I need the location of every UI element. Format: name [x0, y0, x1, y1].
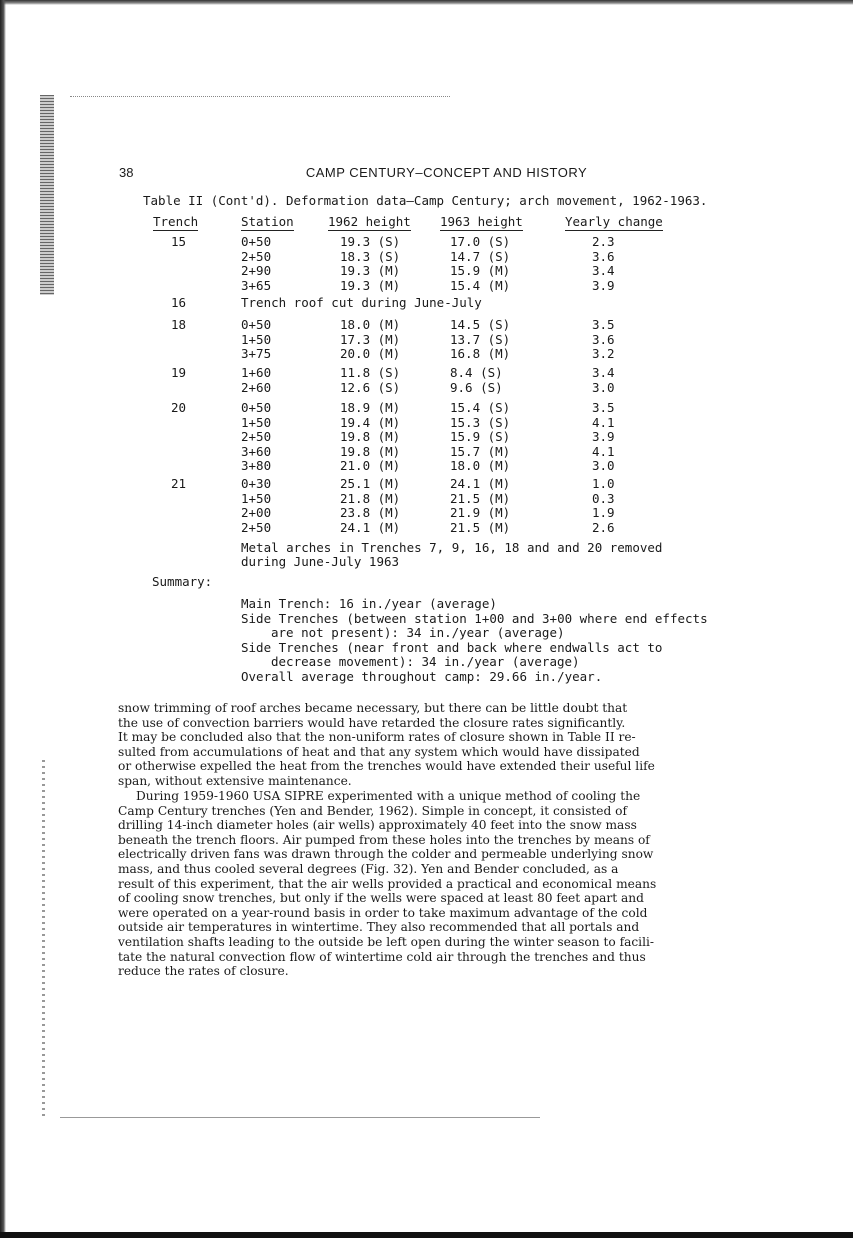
- summary-line: Main Trench: 16 in./year (average): [241, 596, 497, 611]
- station-cell: 0+50: [241, 317, 272, 332]
- station-cell: 0+50: [241, 400, 272, 415]
- station-cell: 0+50: [241, 234, 272, 249]
- text-line: of cooling snow trenches, but only if the wells were spaced at least 80 feet apart and: [118, 891, 644, 906]
- station-cell: 1+50: [241, 414, 272, 430]
- trench-number: 18: [171, 317, 187, 332]
- text-line: reduce the rates of closure.: [118, 964, 289, 979]
- height-1962-cell: 19.3 (S): [340, 234, 401, 249]
- station-cell: 1+50: [241, 490, 272, 506]
- text-line: electrically driven fans was drawn through the colder and permeable underlying snow: [118, 847, 654, 862]
- text-line: the use of convection barriers would have retarded the closure rates significantly.: [118, 715, 626, 730]
- station-cell: 1+60: [241, 365, 272, 380]
- station-cell: 2+50: [241, 248, 272, 264]
- height-1963-cell: 13.7 (S): [450, 331, 511, 347]
- yearly-change-cell: 3.9: [592, 277, 615, 293]
- text-line: ventilation shafts leading to the outside be left open during the winter season to facili-: [118, 934, 654, 949]
- height-1963-cell: 15.4 (M): [450, 277, 511, 293]
- yearly-change-cell: 4.1: [592, 443, 615, 459]
- height-1962-cell: 25.1 (M): [340, 476, 401, 491]
- column-header-1963-height: 1963 height: [440, 214, 523, 229]
- text-line: It may be concluded also that the non-uniform rates of closure shown in Table II re-: [118, 730, 636, 745]
- height-1962-cell: 19.8 (M): [340, 443, 401, 459]
- yearly-change-cell: 3.0: [592, 379, 615, 395]
- height-1962-cell: 21.8 (M): [340, 490, 401, 506]
- height-1963-cell: 15.9 (M): [450, 263, 511, 278]
- station-cell: 3+80: [241, 458, 272, 473]
- height-1963-cell: 16.8 (M): [450, 346, 511, 361]
- height-1963-cell: 14.5 (S): [450, 317, 511, 332]
- summary-line: decrease movement): 34 in./year (average): [271, 654, 580, 670]
- column-header-1962-height: 1962 height: [328, 214, 411, 229]
- summary-line: Side Trenches (between station 1+00 and 3+00 where end effects: [241, 610, 708, 626]
- yearly-change-cell: 1.9: [592, 505, 615, 520]
- station-cell: 2+90: [241, 263, 272, 278]
- trench-number: 16: [171, 295, 187, 310]
- yearly-change-cell: 3.9: [592, 429, 615, 444]
- yearly-change-cell: 3.5: [592, 400, 615, 415]
- binding-marks: [40, 95, 54, 295]
- text-line: tate the natural convection flow of wintertime cold air through the trenches and thus: [118, 949, 646, 964]
- yearly-change-cell: 3.5: [592, 317, 615, 332]
- text-line: Camp Century trenches (Yen and Bender, 1962). Simple in concept, it consisted of: [118, 803, 628, 818]
- table-caption: Table II (Cont'd). Deformation data—Camp Century; arch movement, 1962-1963.: [143, 193, 708, 208]
- height-1963-cell: 15.3 (S): [450, 414, 511, 430]
- station-cell: 2+50: [241, 519, 272, 535]
- yearly-change-cell: 3.4: [592, 365, 615, 380]
- height-1962-cell: 18.0 (M): [340, 317, 401, 332]
- height-1963-cell: 21.5 (M): [450, 490, 511, 506]
- trench-number: 20: [171, 400, 187, 415]
- text-line: During 1959-1960 USA SIPRE experimented with a unique method of cooling the: [136, 789, 641, 803]
- column-header-yearly-change: Yearly change: [565, 214, 663, 229]
- station-cell: 3+60: [241, 443, 272, 459]
- yearly-change-cell: 1.0: [592, 476, 615, 491]
- scan-edge-bottom: [0, 1232, 853, 1238]
- height-1963-cell: 21.9 (M): [450, 505, 511, 520]
- text-line: drilling 14-inch diameter holes (air wells) approximately 40 feet into the snow mass: [118, 818, 637, 833]
- yearly-change-cell: 3.2: [592, 346, 615, 361]
- yearly-change-cell: 0.3: [592, 490, 615, 506]
- height-1963-cell: 9.6 (S): [450, 379, 503, 395]
- height-1962-cell: 23.8 (M): [340, 505, 401, 520]
- scan-noise-line: [70, 96, 450, 97]
- scan-edge-top: [0, 0, 853, 5]
- summary-block: [241, 597, 708, 685]
- text-line: beneath the trench floors. Air pumped from these holes into the trenches by means of: [118, 832, 650, 847]
- binding-marks-lower: [42, 760, 45, 1120]
- height-1963-cell: 14.7 (S): [450, 248, 511, 264]
- body-paragraph-2: [118, 789, 718, 979]
- height-1962-cell: 19.4 (M): [340, 414, 401, 430]
- summary-label: Summary:: [152, 574, 213, 589]
- height-1962-cell: 11.8 (S): [340, 365, 401, 380]
- height-1962-cell: 18.9 (M): [340, 400, 401, 415]
- column-header-station: Station: [241, 214, 294, 229]
- height-1962-cell: 19.8 (M): [340, 429, 401, 444]
- station-cell: 2+00: [241, 505, 272, 520]
- height-1962-cell: 20.0 (M): [340, 346, 401, 361]
- height-1962-cell: 18.3 (S): [340, 248, 401, 264]
- trench-note: Trench roof cut during June-July: [241, 295, 482, 310]
- height-1963-cell: 24.1 (M): [450, 476, 511, 491]
- station-cell: 1+50: [241, 331, 272, 347]
- summary-line: Side Trenches (near front and back where endwalls act to: [241, 639, 663, 655]
- trench-number: 15: [171, 234, 187, 249]
- text-line: were operated on a year-round basis in order to take maximum advantage of the cold: [118, 905, 648, 920]
- height-1962-cell: 19.3 (M): [340, 277, 401, 293]
- yearly-change-cell: 3.6: [592, 248, 615, 264]
- text-line: sulted from accumulations of heat and that any system which would have dissipated: [118, 744, 640, 759]
- height-1963-cell: 21.5 (M): [450, 519, 511, 535]
- page-number: 38: [119, 165, 134, 180]
- scan-noise-rule: [60, 1117, 540, 1118]
- height-1962-cell: 12.6 (S): [340, 379, 401, 395]
- body-paragraph-1: [118, 701, 718, 789]
- yearly-change-cell: 2.3: [592, 234, 615, 249]
- trench-number: 21: [171, 476, 187, 491]
- height-1963-cell: 15.7 (M): [450, 443, 511, 459]
- summary-line: are not present): 34 in./year (average): [271, 625, 565, 641]
- height-1963-cell: 18.0 (M): [450, 458, 511, 473]
- text-line: outside air temperatures in wintertime. They also recommended that all portals and: [118, 920, 640, 935]
- height-1963-cell: 17.0 (S): [450, 234, 511, 249]
- table-footnote-line: during June-July 1963: [241, 554, 400, 569]
- table-footnote-line: Metal arches in Trenches 7, 9, 16, 18 and and 20 removed: [241, 540, 663, 555]
- yearly-change-cell: 4.1: [592, 414, 615, 430]
- station-cell: 3+65: [241, 277, 272, 293]
- text-line: snow trimming of roof arches became necessary, but there can be little doubt that: [118, 701, 628, 715]
- yearly-change-cell: 3.6: [592, 331, 615, 347]
- text-line: or otherwise expelled the heat from the trenches would have extended their useful life: [118, 759, 655, 774]
- height-1962-cell: 21.0 (M): [340, 458, 401, 473]
- station-cell: 3+75: [241, 346, 272, 361]
- text-line: result of this experiment, that the air wells provided a practical and economical means: [118, 876, 657, 891]
- height-1962-cell: 24.1 (M): [340, 519, 401, 535]
- yearly-change-cell: 2.6: [592, 519, 615, 535]
- station-cell: 2+50: [241, 429, 272, 444]
- station-cell: 0+30: [241, 476, 272, 491]
- height-1962-cell: 17.3 (M): [340, 331, 401, 347]
- summary-line: Overall average throughout camp: 29.66 in./year.: [241, 668, 603, 684]
- trench-number: 19: [171, 365, 187, 380]
- scan-edge-left: [0, 0, 6, 1238]
- station-cell: 2+60: [241, 379, 272, 395]
- running-head: CAMP CENTURY–CONCEPT AND HISTORY: [305, 165, 588, 180]
- height-1962-cell: 19.3 (M): [340, 263, 401, 278]
- height-1963-cell: 15.4 (S): [450, 400, 511, 415]
- height-1963-cell: 8.4 (S): [450, 365, 503, 380]
- yearly-change-cell: 3.0: [592, 458, 615, 473]
- text-line: span, without extensive maintenance.: [118, 773, 352, 788]
- column-header-trench: Trench: [153, 214, 199, 229]
- text-line: mass, and thus cooled several degrees (Fig. 32). Yen and Bender concluded, as a: [118, 861, 619, 876]
- height-1963-cell: 15.9 (S): [450, 429, 511, 444]
- yearly-change-cell: 3.4: [592, 263, 615, 278]
